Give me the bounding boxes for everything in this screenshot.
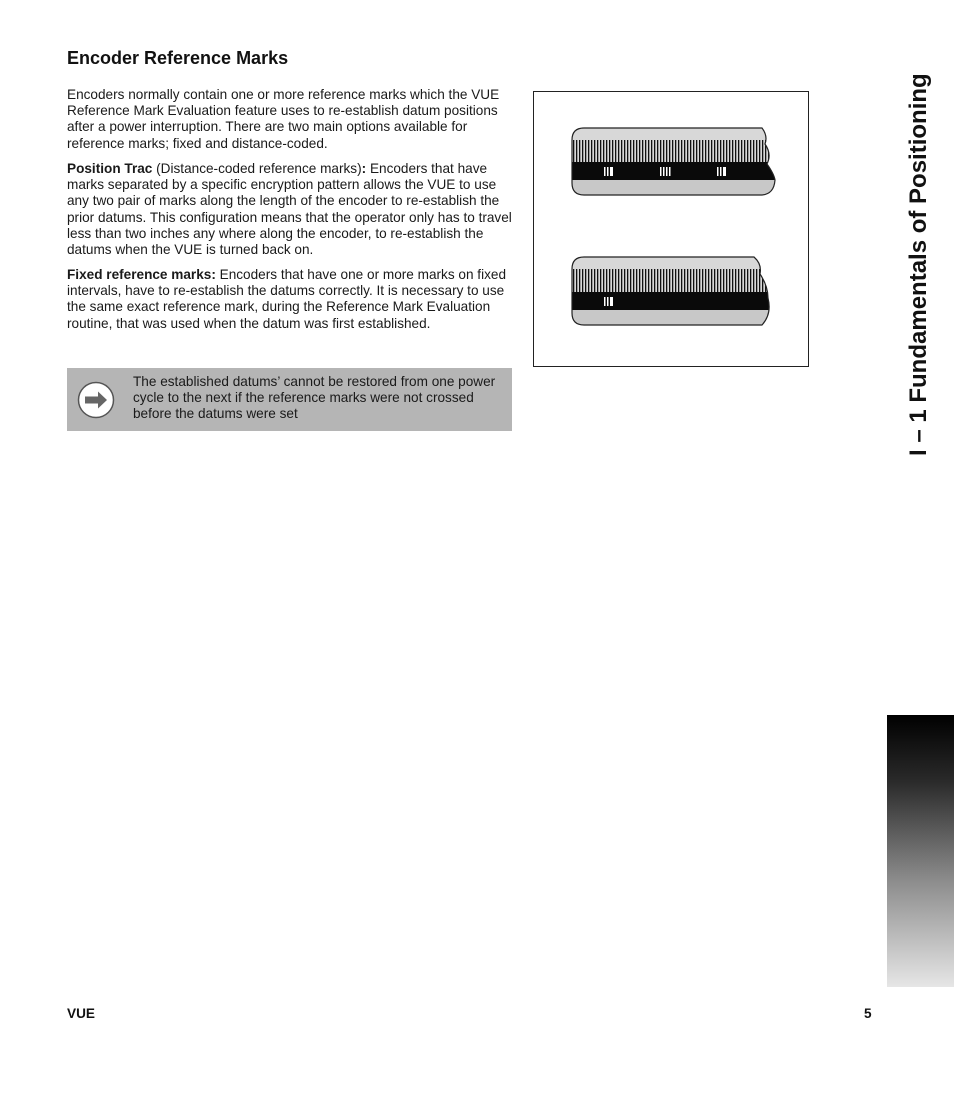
- encoder-scales-illustration: [534, 92, 808, 366]
- chapter-tab: [887, 715, 954, 987]
- intro-paragraph: Encoders normally contain one or more reference marks which the VUE Reference Mark Evaluation feature uses to re-establish datum positions after a power interruption. There are two main options available for reference marks; fixed and distance-coded.: [67, 87, 500, 151]
- position-trac-term: Position Trac: [67, 161, 153, 176]
- section-heading: Encoder Reference Marks: [67, 48, 289, 68]
- fixed-marks-paragraph: [67, 267, 513, 332]
- note-box: [67, 368, 512, 431]
- fixed-marks-text: Encoders that have one or more marks on fixed intervals, have to re-establish the datums correctly. It is necessary to use the same exact reference mark, during the Reference Mark Evaluation routine, that was used when the datum was first established.: [67, 267, 507, 331]
- fixed-marks-term: Fixed reference marks:: [67, 267, 216, 282]
- page-number: 5: [864, 1006, 872, 1021]
- chapter-title: I – 1 Fundamentals of Positioning: [905, 73, 932, 456]
- footer-product: VUE: [67, 1006, 95, 1021]
- position-trac-paragraph: [67, 161, 513, 258]
- position-trac-text: Encoders that have marks separated by a specific encryption pattern allows the VUE to use any two pair of marks along the length of the encoder to re-establish the prior datums. This configuration means that the operator only has to travel less than two inches any where along the encoder, to re-establish the datums when the VUE is turned back on.: [67, 161, 512, 258]
- position-trac-qualifier: (Distance-coded reference marks): [152, 161, 362, 176]
- fixed-mark-scale: [572, 257, 782, 327]
- distance-coded-scale: [572, 128, 782, 198]
- position-trac-colon: :: [361, 161, 367, 176]
- arrow-right-icon: [77, 381, 115, 419]
- encoder-figure: [533, 91, 809, 367]
- note-text: The established datums’ cannot be restored from one power cycle to the next if the reference marks were not crossed before the datums were set: [133, 374, 496, 422]
